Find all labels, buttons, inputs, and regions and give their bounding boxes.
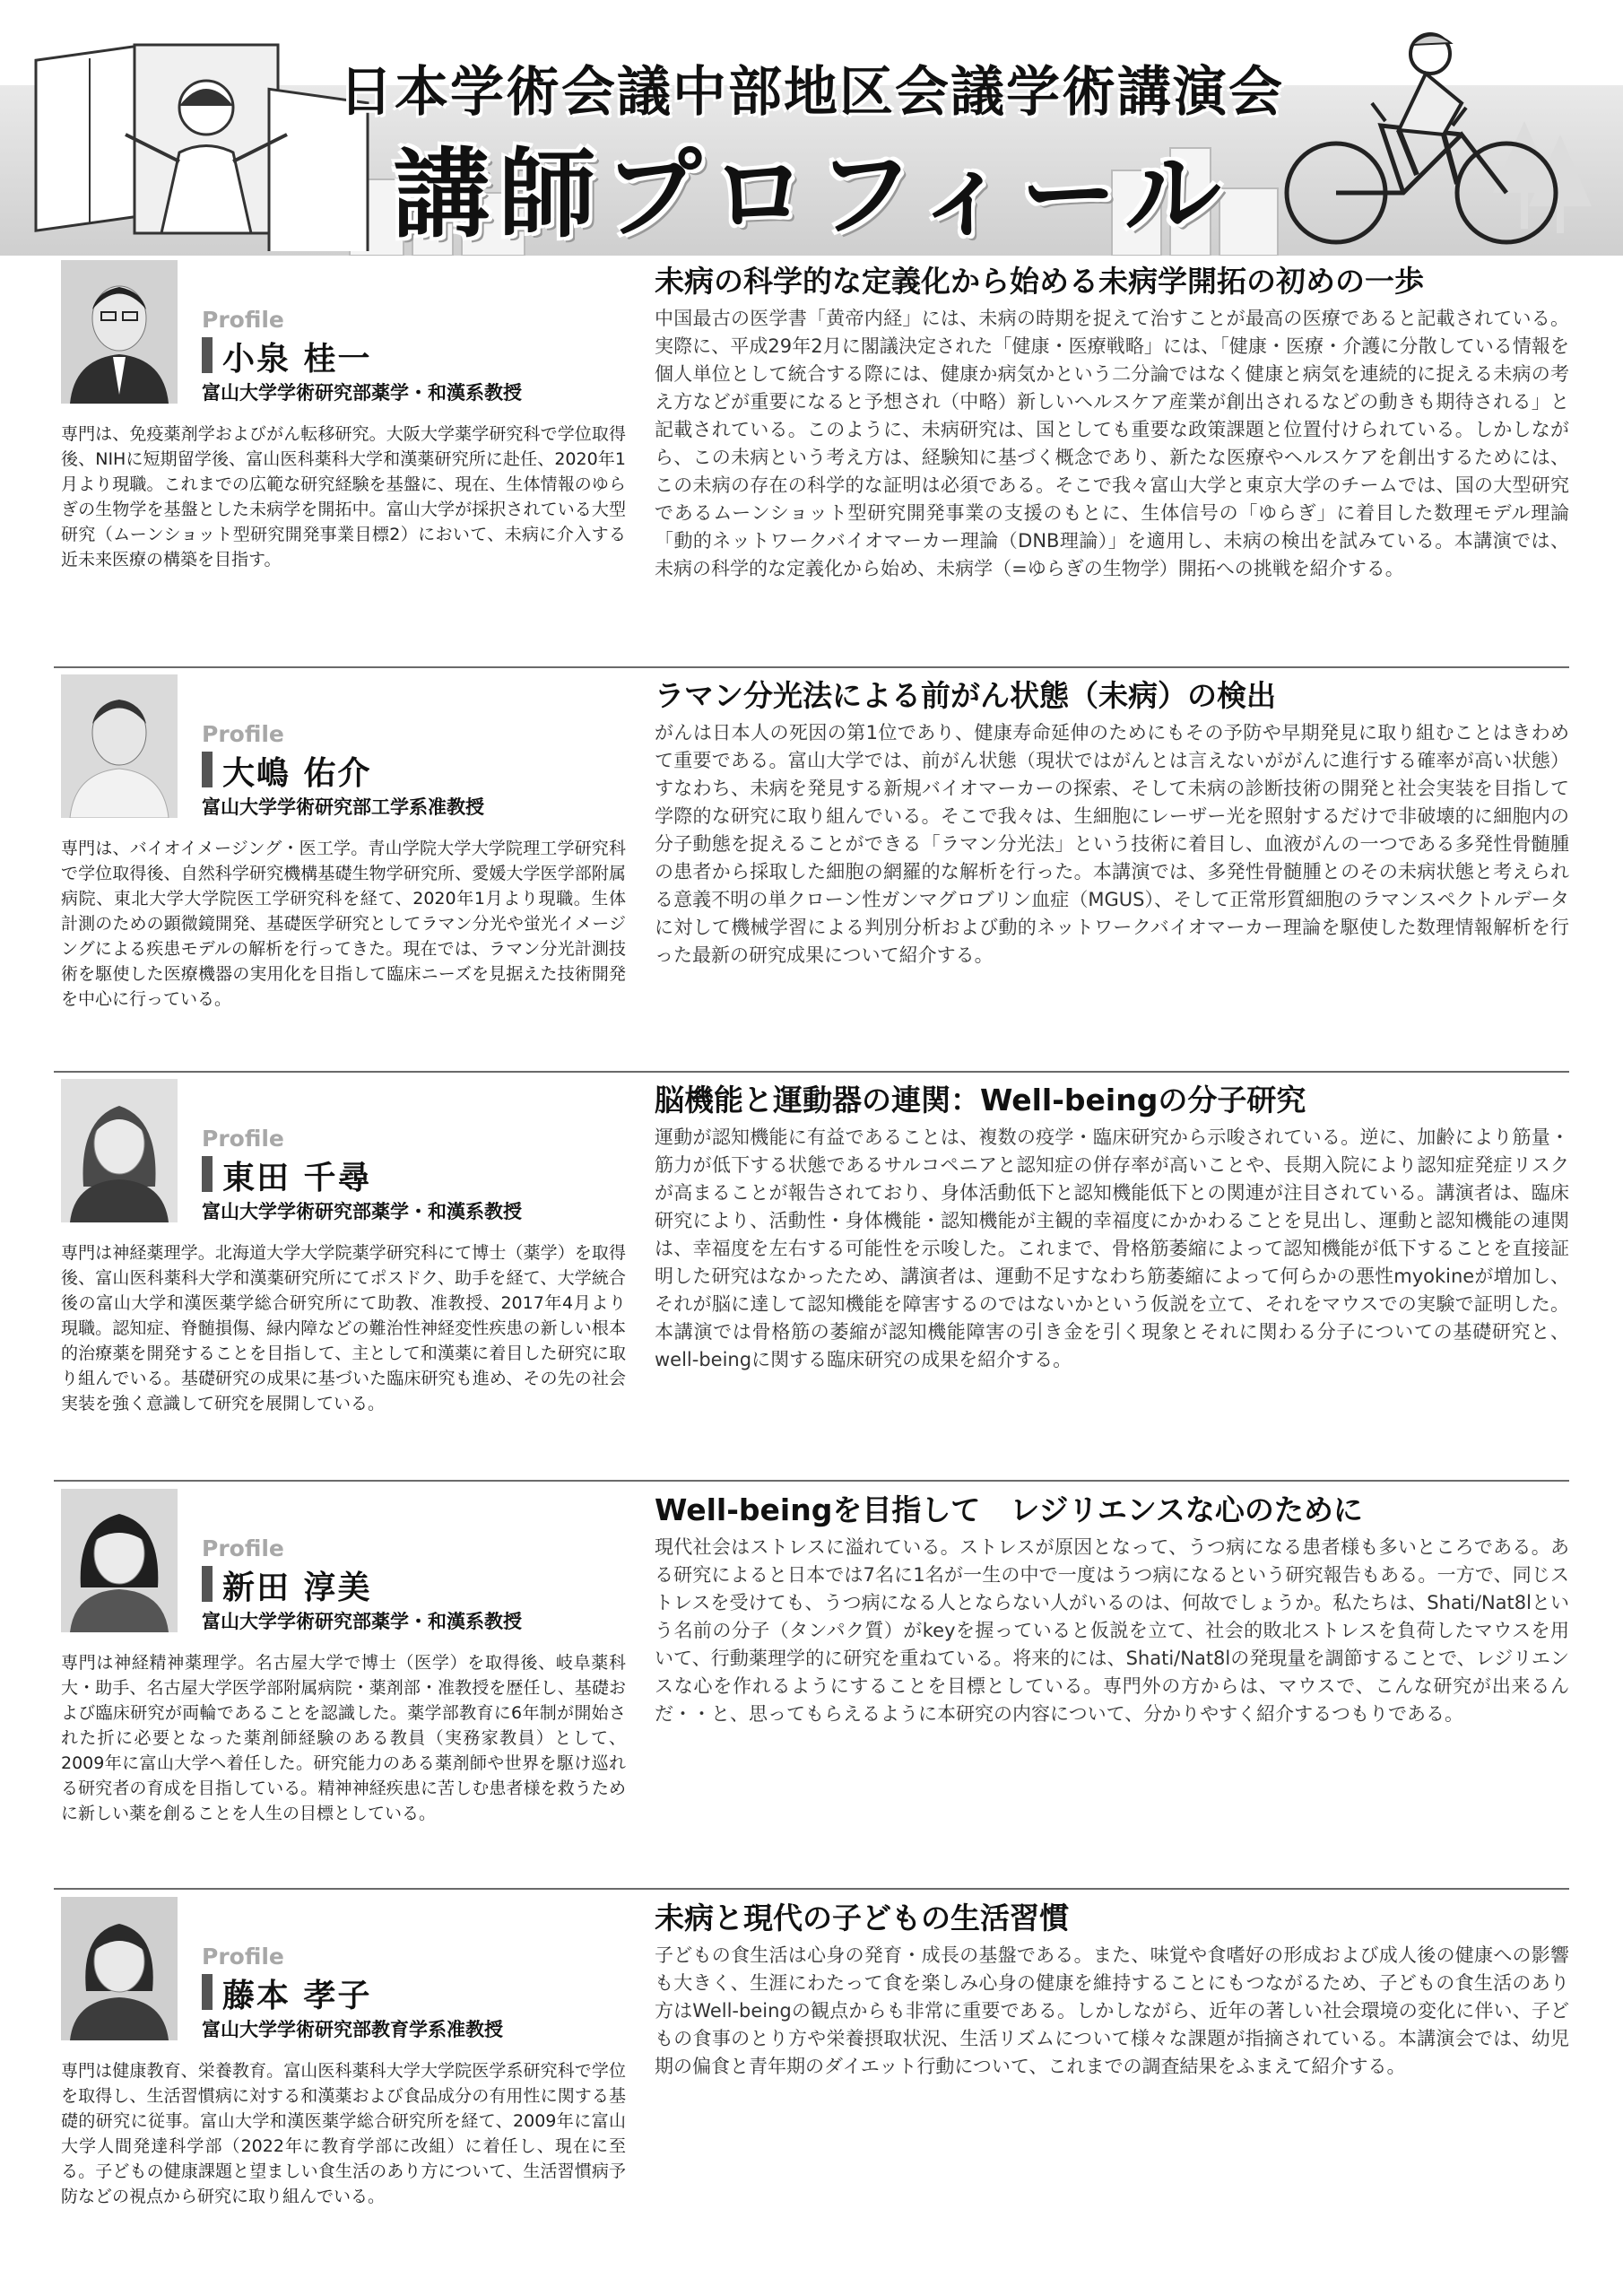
speaker-section-4 — [54, 1489, 1569, 1883]
person-portrait-icon — [61, 1079, 178, 1222]
header — [0, 0, 1623, 260]
event-title: 日本学術会議中部地区会議学術講演会 — [339, 61, 1284, 124]
speaker-bio: 専門は、バイオイメージング・医工学。青山学院大学大学院理工学研究科で学位取得後、自然科学研究機構基礎生物学研究所、愛媛大学医学部附属病院、東北大学大学院医工学研究科を経て、2020年1月より現職。生体計測のための顕微鏡開発、基礎医学研究としてラマン分光や蛍光イメージングによる疾患モデルの解析を行ってきた。現在では、ラマン分光計測技術を駆使した医療機器の実用化を目指して臨床ニーズを見据えた技術開発を中心に行っている。 — [61, 839, 626, 1009]
speaker-bio: 専門は、免疫薬剤学およびがん転移研究。大阪大学薬学研究科で学位取得後、NIHに短期留学後、富山医科薬科大学和漢薬研究所に赴任、2020年1月より現職。これまでの広範な研究経験を基盤に、現在、生体情報のゆらぎの生物学を基盤とした未病学を開拓中。富山大学が採択されている大型研究（ムーンショット型研究開発事業目標2）において、未病に介入する近未来医療の構築を目指す。 — [61, 424, 626, 570]
talk-title: Well-beingを目指して レジリエンスな心のために — [655, 1492, 1363, 1527]
talk-abstract: 運動が認知機能に有益であることは、複数の疫学・臨床研究から示唆されている。逆に、加齢により筋量・筋力が低下する状態であるサルコペニアと認知症の併存率が高いことや、長期入院により認知症発症リスクが高まることが報告されており、身体活動低下と認知機能低下との関連が注目されている。講演者は、臨床研究により、活動性・身体機能・認知機能が主観的幸福度にかかわることを見出し、運動と認知機能の連関は、幸福度を左右する可能性を示唆した。これまで、骨格筋萎縮によって認知機能が低下することを直接証明した研究はなかったため、講演者は、運動不足すなわち筋萎縮によって何らかの悪性myokineが増加し、それが脳に達して認知機能を障害するのではないかという仮説を立て、それをマウスでの実験で証明した。本講演では骨格筋の萎縮が認知機能障害の引き金を引く現象とそれに関わる分子についての基礎研究と、well-beingに関する臨床研究の成果を紹介する。 — [655, 1126, 1569, 1370]
talk-abstract: がんは日本人の死因の第1位であり、健康寿命延伸のためにもその予防や早期発見に取り組むことはきわめて重要である。富山大学では、前がん状態（現状ではがんとは言えないががんに進行する確率が高い状態）すなわち、未病を発見する新規バイオマーカーの探索、そして未病の診断技術の開発と社会実装を目指して学際的な研究に取り組んでいる。そこで我々は、生細胞にレーザー光を照射するだけで非破壊的に細胞内の分子動態を捉えることができる「ラマン分光法」という技術に着目し、血液がんの一つである多発性骨髄腫の患者から採取した細胞の網羅的な解析を行った。本講演では、多発性骨髄腫とのその未病状態と考えられる意義不明の単クローン性ガンマグロブリン血症（MGUS）、そして正常形質細胞のラマンスペクトルデータに対して機械学習による判別分析および動的ネットワークバイオマーカー理論を駆使した数理情報解析を行った最新の研究成果について紹介する。 — [655, 722, 1569, 966]
speaker-name: 新田 淳美 — [222, 1570, 372, 1606]
speaker-section-3 — [54, 1079, 1569, 1474]
name-marker — [202, 1156, 213, 1192]
speaker-section-2 — [54, 674, 1569, 1069]
talk-title: 未病と現代の子どもの生活習慣 — [655, 1900, 1069, 1935]
section-divider — [54, 1071, 1569, 1073]
talk-title: 未病の科学的な定義化から始める未病学開拓の初めの一歩 — [655, 264, 1424, 299]
speaker-photo — [61, 1489, 178, 1632]
section-divider — [54, 666, 1569, 668]
person-portrait-icon — [61, 260, 178, 404]
page-title: 講師プロフィール — [393, 139, 1230, 251]
talk-abstract: 子どもの食生活は心身の発育・成長の基盤である。また、味覚や食嗜好の形成および成人後の健康への影響も大きく、生涯にわたって食を楽しみ心身の健康を維持することにもつながるため、子どもの食生活のあり方はWell-beingの観点からも非常に重要である。しかしながら、近年の著しい社会環境の変化に伴い、子どもの食事のとり方や栄養摂取状況、生活リズムについて様々な課題が指摘されている。本講演会では、幼児期の偏食と青年期のダイエット行動について、これまでの調査結果をふまえて紹介する。 — [655, 1944, 1569, 2077]
speaker-section-5 — [54, 1897, 1569, 2292]
speaker-affiliation: 富山大学学術研究部薬学・和漢系教授 — [202, 382, 522, 404]
profile-label: Profile — [202, 307, 284, 333]
speaker-affiliation: 富山大学学術研究部薬学・和漢系教授 — [202, 1611, 522, 1632]
speaker-bio: 専門は神経薬理学。北海道大学大学院薬学研究科にて博士（薬学）を取得後、富山医科薬科大学和漢薬研究所にてポスドク、助手を経て、大学統合後の富山大学和漢医薬学総合研究所にて助教、准教授、2017年4月より現職。認知症、脊髄損傷、緑内障などの難治性神経変性疾患の新しい根本的治療薬を開発することを目指して、主として和漢薬に着目した研究に取り組んでいる。基礎研究の成果に基づいた臨床研究も進め、その先の社会実装を強く意識して研究を展開している。 — [61, 1243, 626, 1413]
name-marker — [202, 1566, 213, 1602]
name-marker — [202, 1974, 213, 2010]
person-portrait-icon — [61, 674, 178, 818]
section-divider — [54, 1888, 1569, 1890]
talk-abstract: 中国最古の医学書「黄帝内経」には、未病の時期を捉えて治すことが最高の医療であると記載されている。実際に、平成29年2月に閣議決定された「健康・医療戦略」には、「健康・医療・介護に分散している情報を個人単位として統合する際には、健康か病気かという二分論ではなく健康と病気を連続的に捉える未病の考え方などが重要になると予想され（中略）新しいヘルスケア産業が創出されるなどの動きも期待される」と記載されている。このように、未病研究は、国としても重要な政策課題と位置付けられている。しかしながら、この未病という考え方は、経験知に基づく概念であり、新たな医療やヘルスケアを創出するためには、この未病の存在の科学的な証明は必須である。そこで我々富山大学と東京大学のチームでは、国の大型研究であるムーンショット型研究開発事業の支援のもとに、生体信号の「ゆらぎ」に着目した数理モデル理論「動的ネットワークバイオマーカー理論（DNB理論）」を適用し、未病の検出を試みている。本講演では、未病の科学的な定義化から始め、未病学（=ゆらぎの生物学）開拓への挑戦を紹介する。 — [655, 308, 1569, 579]
person-portrait-icon — [61, 1489, 178, 1632]
speaker-name: 小泉 桂一 — [222, 341, 372, 378]
profile-label: Profile — [202, 1944, 284, 1970]
speaker-name: 大嶋 佑介 — [222, 755, 372, 792]
speaker-affiliation: 富山大学学術研究部教育学系准教授 — [202, 2019, 503, 2040]
talk-title: ラマン分光法による前がん状態（未病）の検出 — [655, 678, 1276, 713]
speaker-photo — [61, 1897, 178, 2040]
talk-abstract: 現代社会はストレスに溢れている。ストレスが原因となって、うつ病になる患者様も多いところである。ある研究によると日本では7名に1名が一生の中で一度はうつ病になるという研究報告もある。一方で、同じストレスを受けても、うつ病になる人とならない人がいるのは、何故でしょうか。私たちは、Shati/Nat8lという名前の分子（タンパク質）がkeyを握っていると仮説を立て、社会的敗北ストレスを負荷したマウスを用いて、行動薬理学的に研究を重ねている。将来的には、Shati/Nat8lの発現量を調節することで、レジリエンスな心を作れるようにすることを目標としている。専門外の方からは、マウスで、こんな研究が出来るんだ・・と、思ってもらえるように本研究の内容について、分かりやすく紹介するつもりである。 — [655, 1536, 1569, 1725]
talk-title: 脳機能と運動器の連関：Well-beingの分子研究 — [655, 1083, 1306, 1118]
speaker-name: 東田 千尋 — [222, 1160, 372, 1196]
name-marker — [202, 337, 213, 373]
speaker-photo — [61, 260, 178, 404]
speaker-bio: 専門は神経精神薬理学。名古屋大学で博士（医学）を取得後、岐阜薬科大・助手、名古屋大学医学部附属病院・薬剤部・准教授を歴任し、基礎および臨床研究が両輪であることを認識した。薬学部教育に6年制が開始された折に必要となった薬剤師経験のある教員（実務家教員）として、2009年に富山大学へ着任した。研究能力のある薬剤師や世界を駆け巡れる研究者の育成を目指している。精神神経疾患に苦しむ患者様を救うために新しい薬を創ることを人生の目標としている。 — [61, 1653, 626, 1823]
speaker-affiliation: 富山大学学術研究部薬学・和漢系教授 — [202, 1201, 522, 1222]
speaker-name: 藤本 孝子 — [222, 1978, 372, 2014]
section-divider — [54, 1480, 1569, 1482]
speaker-section-1 — [54, 260, 1569, 673]
speaker-bio: 専門は健康教育、栄養教育。富山医科薬科大学大学院医学系研究科で学位を取得し、生活習慣病に対する和漢薬および食品成分の有用性に関する基礎的研究に従事。富山大学和漢医薬学総合研究所を経て、2009年に富山大学人間発達科学部（2022年に教育学部に改組）に着任し、現在に至る。子どもの健康課題と望ましい食生活のあり方について、生活習慣病予防などの視点から研究に取り組んでいる。 — [61, 2061, 626, 2206]
speaker-photo — [61, 1079, 178, 1222]
profile-label: Profile — [202, 1535, 284, 1561]
profile-label: Profile — [202, 721, 284, 747]
speaker-affiliation: 富山大学学術研究部工学系准教授 — [202, 796, 484, 818]
name-marker — [202, 752, 213, 787]
profile-label: Profile — [202, 1126, 284, 1152]
person-portrait-icon — [61, 1897, 178, 2040]
speaker-photo — [61, 674, 178, 818]
